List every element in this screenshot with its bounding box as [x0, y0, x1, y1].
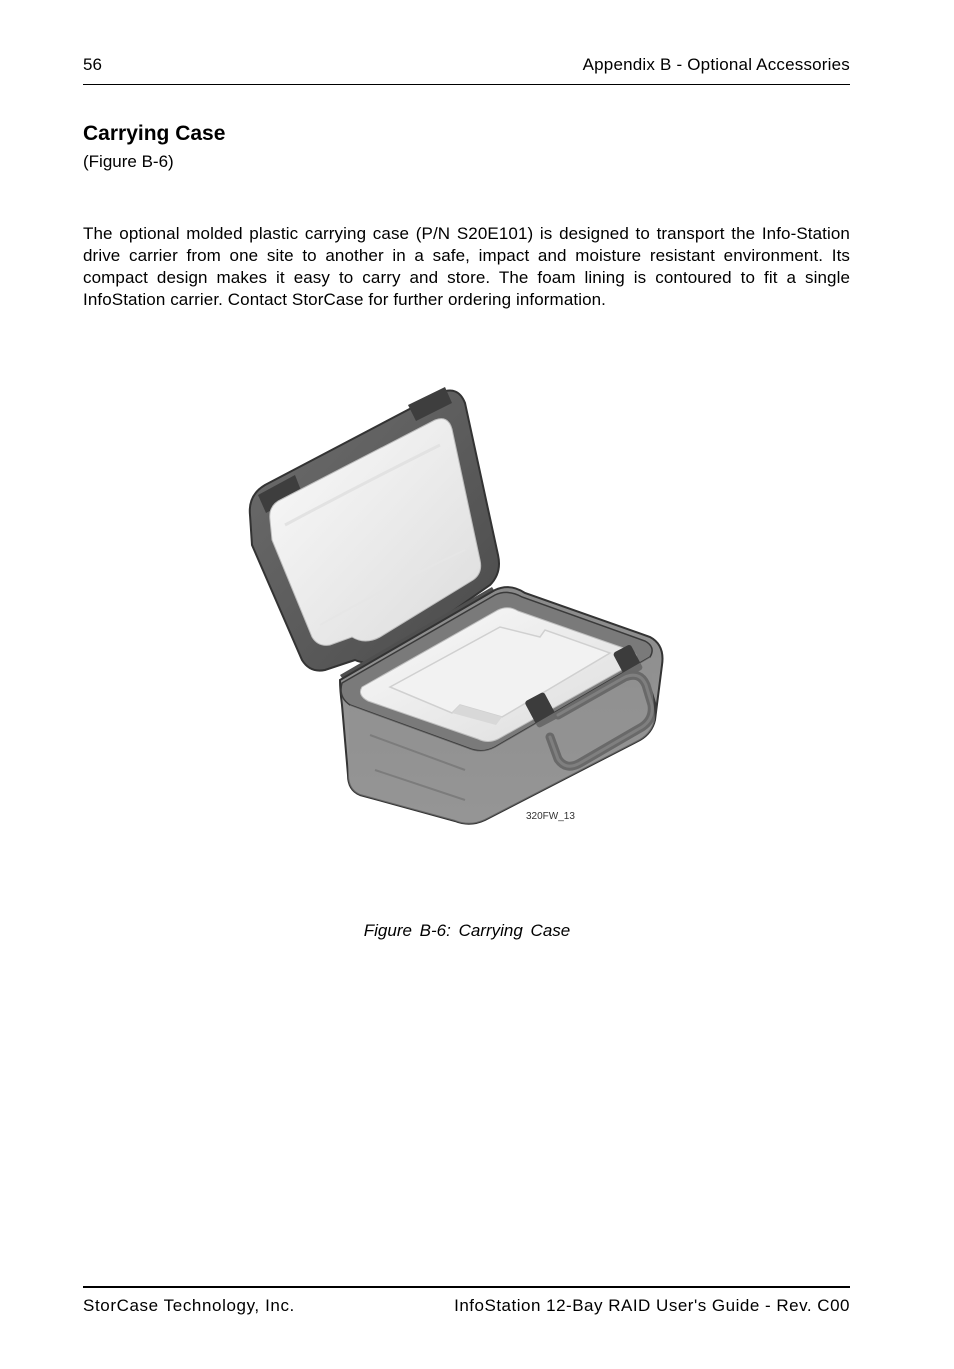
body-paragraph: The optional molded plastic carrying case (P/N S20E101) is designed to transport the Info-Station drive carrier from one site to another in a safe, impact and moisture resistant environment. Its compact design makes it easy to carry and store. The foam lining is contoured to fit a single InfoStation carrier. Contact StorCase for further ordering information. [83, 224, 850, 309]
carrying-case-figure [240, 375, 670, 835]
section-heading: Carrying Case [83, 122, 226, 145]
page-footer [83, 1286, 850, 1318]
carrying-case-illustration [240, 375, 670, 835]
section-title: Appendix B - Optional Accessories [582, 55, 850, 74]
figure-image-id: 320FW_13 [526, 811, 575, 822]
footer-company: StorCase Technology, Inc. [83, 1296, 295, 1315]
figure-reference: (Figure B-6) [83, 152, 174, 171]
page-header [83, 54, 850, 85]
footer-document-title: InfoStation 12-Bay RAID User's Guide - Rev. C00 [454, 1296, 850, 1315]
page-number: 56 [83, 55, 102, 74]
figure-caption: Figure B-6: Carrying Case [363, 921, 571, 940]
